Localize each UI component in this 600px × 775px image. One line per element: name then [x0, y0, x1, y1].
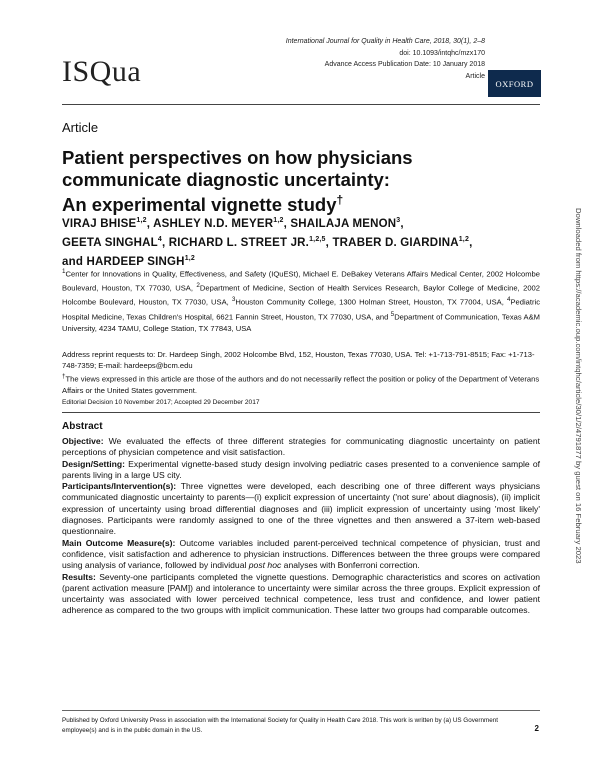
header-divider	[62, 104, 540, 105]
section-label: Article	[62, 120, 99, 135]
abstract-design: Design/Setting: Experimental vignette-based study design involving pediatric cases presented to a convenience sample of parents living in a large US city.	[62, 458, 540, 480]
article-type: Article	[465, 72, 485, 80]
footer-divider	[62, 710, 540, 711]
correspondence	[62, 349, 540, 396]
author: SHAILAJA MENON$^3$,	[290, 217, 404, 230]
abstract-body	[62, 436, 540, 617]
journal-doi[interactable]: doi: 10.1093/intqhc/mzx170	[399, 49, 485, 57]
abstract-divider	[62, 412, 540, 413]
isqua-logo: ISQua	[62, 55, 142, 88]
abstract-results: Results: Seventy-one participants completed the vignette questions. Demographic characteristics and scores on activation (parent activation measure [PAM]) and intolerance to uncertainty were similar across the three groups. Explicit expression of uncertainty was associated with lower perceived technical competence, less trust and confidence, and lower patient adherence as compared to the two groups with implicit communication. These latter two groups had comparable outcomes.	[62, 571, 540, 616]
author: GEETA SINGHAL$^4$,	[62, 236, 169, 250]
reprint-address: Address reprint requests to: Dr. Hardeep Singh, 2002 Holcombe Blvd, 152, Houston, Texas 77030, USA. Tel: +1-713-791-8515; Fax: +1-713-748-7359; E-mail: hardeeps@bcm.edu	[62, 350, 535, 371]
editorial-decision: Editorial Decision 10 November 2017; Accepted 29 December 2017	[62, 399, 260, 406]
journal-info	[286, 36, 485, 82]
footer-note: Published by Oxford University Press in association with the International Society for Quality in Health Care 2018. This work is written by (a) US Government employee(s) and is in the public domain in the US.	[62, 717, 498, 734]
oxford-logo: OXFORD	[488, 70, 541, 97]
title-line-2: communicate diagnostic uncertainty:	[62, 168, 390, 190]
abstract-participants: Participants/Intervention(s): Three vignettes were developed, each describing one of three different ways physicians communicated diagnostic uncertainty to parents—(i) explicit expression of uncertainty ('not sure' about diagnosis), (ii) implicit expression of uncertainty using broad differential diagnoses and (iii) implicit expression of uncertainty using 'most likely' diagnoses. Participants were randomly assigned to one of the three vignettes and then answered a 37-item web-based questionnaire.	[62, 481, 540, 537]
advance-access-date: Advance Access Publication Date: 10 January 2018	[324, 61, 485, 68]
page-number: 2	[534, 724, 539, 733]
abstract-objective: Objective: We evaluated the effects of three different strategies for communicating diagnostic uncertainty on patient perceptions of physician competence and visit satisfaction.	[62, 436, 540, 458]
author: RICHARD L. STREET JR.$^{1,2,5}$,	[168, 236, 333, 250]
author: TRABER D. GIARDINA$^{1,2}$,	[332, 236, 473, 250]
disclaimer: †The views expressed in this article are those of the authors and do not necessarily reflect the position or policy of the Department of Veterans Affairs or the United States government.	[62, 373, 540, 396]
article-title	[62, 147, 482, 216]
journal-citation: International Journal for Quality in Health Care, 2018, 30(1), 2–8	[285, 38, 485, 45]
download-watermark: Downloaded from https://academic.oup.com/intqhc/article/30/1/2/4791877 by guest on 16 February 2023	[574, 208, 583, 564]
title-line-1: Patient perspectives on how physicians	[62, 147, 413, 168]
affiliations: $^1$Center for Innovations in Quality, Effectiveness, and Safety (IQuESt), Michael E. DeBakey Veterans Affairs Medical Center, 2002 Holcombe Boulevard, Houston, TX 77030, USA, $^2$Department of Medicine, Section of Health Services Research, Baylor College of Medicine, 2002 Holcombe Boulevard, Houston, TX 77030, USA, $^3$Houston Community College, 1300 Holman Street, Houston, TX 77004, USA, $^4$Pediatric Hospital Medicine, Texas Children's Hospital, 6621 Fannin Street, Houston, TX 77030, USA, and $^5$Department of Communication, Texas A&M University, 4234 TAMU, College Station, TX 77843, USA	[62, 268, 541, 333]
author: ASHLEY N.D. MEYER$^{1,2}$,	[153, 217, 291, 230]
author: and HARDEEP SINGH$^{1,2}$	[62, 255, 196, 269]
title-dagger: †	[336, 193, 344, 207]
title-line-3: An experimental vignette study	[62, 194, 337, 216]
abstract-outcome: Main Outcome Measure(s): Outcome variables included parent-perceived technical competence of physician, trust and confidence, visit satisfaction and adherence to physician instructions. Differences between the three groups were compared using analysis of variance, followed by individual post hoc analyses with Bonferroni correction.	[62, 537, 540, 571]
author-list	[62, 213, 532, 271]
abstract-heading: Abstract	[62, 421, 103, 432]
author: VIRAJ BHISE$^{1,2}$,	[62, 217, 154, 230]
